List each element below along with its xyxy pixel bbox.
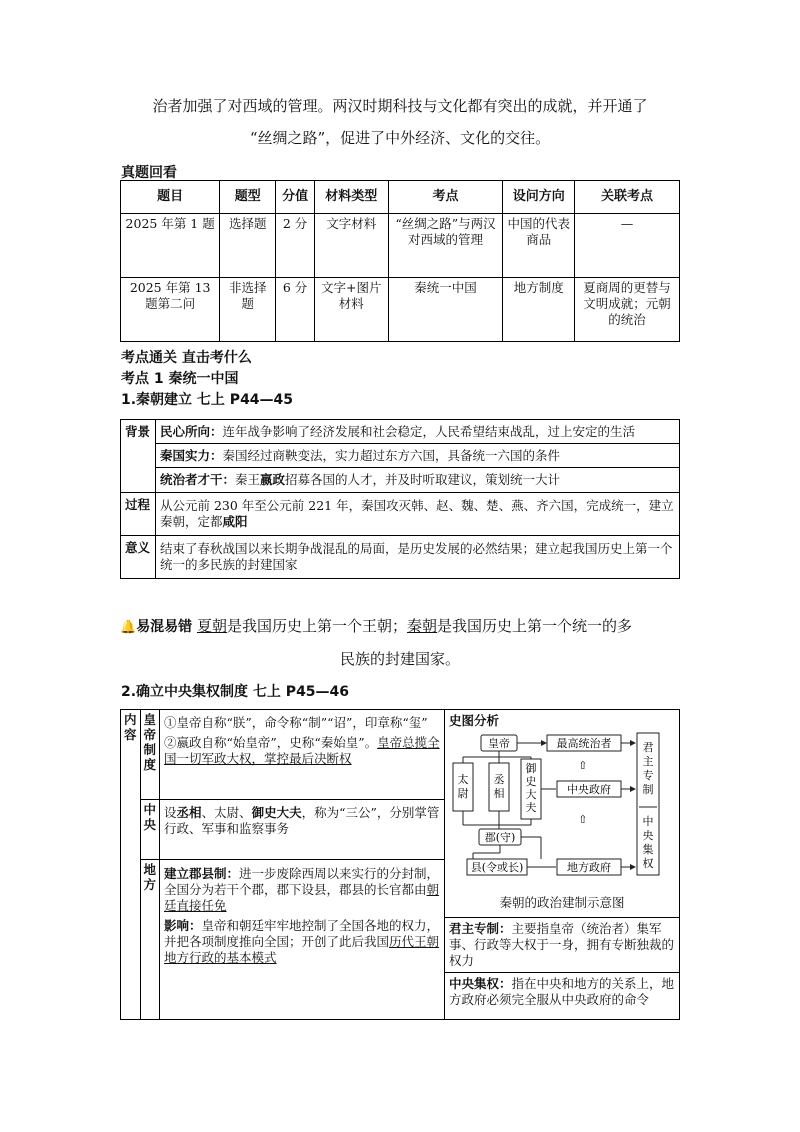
process-text: 从公元前 230 年至公元前 221 年，秦国攻灭韩、赵、魏、楚、燕、齐六国，完成统一，建立秦朝，定都咸阳 xyxy=(156,493,680,536)
svg-text:央: 央 xyxy=(642,829,654,842)
analysis-label: 史图分析 xyxy=(449,713,500,728)
table-cell: 文字+图片材料 xyxy=(314,278,388,342)
table-cell: — xyxy=(575,214,680,278)
local-influence: 影响：皇帝和朝廷牢牢地控制了全国各地的权力，并把各项制度推向全国；开创了此后我国历代王朝地方行政的基本模式 xyxy=(164,918,440,966)
table-row xyxy=(121,278,680,342)
svg-text:大: 大 xyxy=(525,788,537,801)
table-cell: 2025 年第 13 题第二问 xyxy=(121,278,220,342)
centralization-def: 中央集权：指在中央和地方的关系上，地方政府必须完全服从中央政府的命令 xyxy=(445,972,679,1011)
diagram-jun: 郡(守) xyxy=(484,831,516,844)
bg-item: 秦国实力：秦国经过商鞅变法，实力超过东方六国，具备统一六国的条件 xyxy=(156,444,679,468)
subheading-centralization: 2.确立中央集权制度 七上 P45—46 xyxy=(121,684,350,700)
emperor-system-label: 皇帝制度 xyxy=(140,710,160,800)
svg-text:御: 御 xyxy=(525,762,537,775)
diagram-central-gov: 中央政府 xyxy=(567,783,611,796)
bell-icon: 🔔 xyxy=(120,620,137,635)
diagram-highest: 最高统治者 xyxy=(556,737,612,750)
table-row xyxy=(121,214,680,278)
review-heading: 真题回看 xyxy=(121,165,177,181)
autocracy-def: 君主专制：主要指皇帝（统治者）集军事、行政等大权于一身，拥有专断独裁的权力 xyxy=(445,917,679,972)
diagram-local-gov: 地方政府 xyxy=(567,861,611,874)
center-text: 设丞相、太尉、御史大夫，称为“三公”，分别掌管行政、军事和监察事务 xyxy=(160,800,445,860)
qin-founding-table xyxy=(120,419,680,579)
table-cell: 选择题 xyxy=(220,214,276,278)
col-header: 设问方向 xyxy=(503,181,575,214)
svg-text:太: 太 xyxy=(457,773,469,786)
svg-text:⇧: ⇧ xyxy=(578,759,588,772)
svg-text:尉: 尉 xyxy=(457,787,469,800)
table-cell: “丝绸之路”与两汉对西域的管理 xyxy=(388,214,503,278)
svg-text:相: 相 xyxy=(493,787,505,800)
svg-text:⇧: ⇧ xyxy=(578,813,588,826)
col-header: 考点 xyxy=(388,181,503,214)
bg-item: 民心所向：连年战争影响了经济发展和社会稳定，人民希望结束战乱，过上安定的生活 xyxy=(156,420,679,444)
svg-text:史: 史 xyxy=(525,775,537,788)
table-cell: 地方制度 xyxy=(503,278,575,342)
col-header: 题型 xyxy=(220,181,276,214)
svg-text:丞: 丞 xyxy=(493,773,505,786)
svg-text:集: 集 xyxy=(642,843,654,856)
diagram-emperor: 皇帝 xyxy=(488,737,510,750)
qin-political-diagram xyxy=(449,729,675,889)
svg-text:君: 君 xyxy=(642,741,654,754)
meaning-text: 结束了春秋战国以来长期争战混乱的局面，是历史发展的必然结果；建立起我国历史上第一个统一的多民族的封建国家 xyxy=(156,536,680,579)
mistake-note: 🔔易混易错 夏朝是我国历史上第一个王朝；秦朝是我国历史上第一个统一的多 xyxy=(120,617,633,635)
svg-text:专: 专 xyxy=(642,769,654,782)
content-label: 内容 xyxy=(121,710,141,1020)
intro-line-1: 治者加强了对西域的管理。两汉时期科技与文化都有突出的成就，并开通了 xyxy=(152,97,648,115)
svg-text:权: 权 xyxy=(642,857,654,870)
process-label: 过程 xyxy=(121,493,156,536)
svg-text:制: 制 xyxy=(642,783,654,796)
svg-text:中: 中 xyxy=(642,815,654,828)
section-heading: 考点通关 直击考什么 xyxy=(121,350,252,366)
svg-text:主: 主 xyxy=(642,755,654,768)
intro-line-2: “丝绸之路”，促进了中外经济、文化的交往。 xyxy=(249,129,551,147)
col-header: 题目 xyxy=(121,181,220,214)
col-header: 分值 xyxy=(276,181,315,214)
emperor-item-1: ①皇帝自称“朕”，命令称“制”“诏”，印章称“玺” xyxy=(164,715,428,730)
emperor-item-2: ②嬴政自称“始皇帝”，史称“秦始皇”。皇帝总揽全国一切军政大权，掌控最后决断权 xyxy=(164,735,440,766)
local-label: 地方 xyxy=(140,860,160,1020)
col-header: 关联考点 xyxy=(575,181,680,214)
table-cell: 夏商周的更替与文明成就；元朝的统治 xyxy=(575,278,680,342)
col-header: 材料类型 xyxy=(314,181,388,214)
table-cell: 中国的代表商品 xyxy=(503,214,575,278)
center-label: 中央 xyxy=(140,800,160,860)
review-header-row xyxy=(121,181,680,214)
mistake-line-2: 民族的封建国家。 xyxy=(339,650,460,668)
review-table xyxy=(120,180,680,342)
diagram-xian: 县(令或长) xyxy=(470,861,524,874)
point-heading: 考点 1 秦统一中国 xyxy=(121,371,239,387)
bg-item: 统治者才干：秦王嬴政招募各国的人才，并及时听取建议，策划统一大计 xyxy=(160,472,561,487)
table-cell: 非选择题 xyxy=(220,278,276,342)
table-cell: 秦统一中国 xyxy=(388,278,503,342)
meaning-label: 意义 xyxy=(121,536,156,579)
table-cell: 2 分 xyxy=(276,214,315,278)
svg-text:夫: 夫 xyxy=(525,801,537,814)
analysis-cell xyxy=(445,710,680,1020)
diagram-caption: 秦朝的政治建制示意图 xyxy=(499,895,625,910)
table-cell: 2025 年第 1 题 xyxy=(121,214,220,278)
subheading-qin-founding: 1.秦朝建立 七上 P44—45 xyxy=(121,392,294,408)
table-cell: 6 分 xyxy=(276,278,315,342)
background-label: 背景 xyxy=(121,420,156,493)
centralization-table xyxy=(120,709,680,1020)
local-county-system: 建立郡县制：进一步废除西周以来实行的分封制，全国分为若干个郡，郡下设县，郡县的长官都由朝廷直接任免 xyxy=(164,866,440,914)
table-cell: 文字材料 xyxy=(314,214,388,278)
